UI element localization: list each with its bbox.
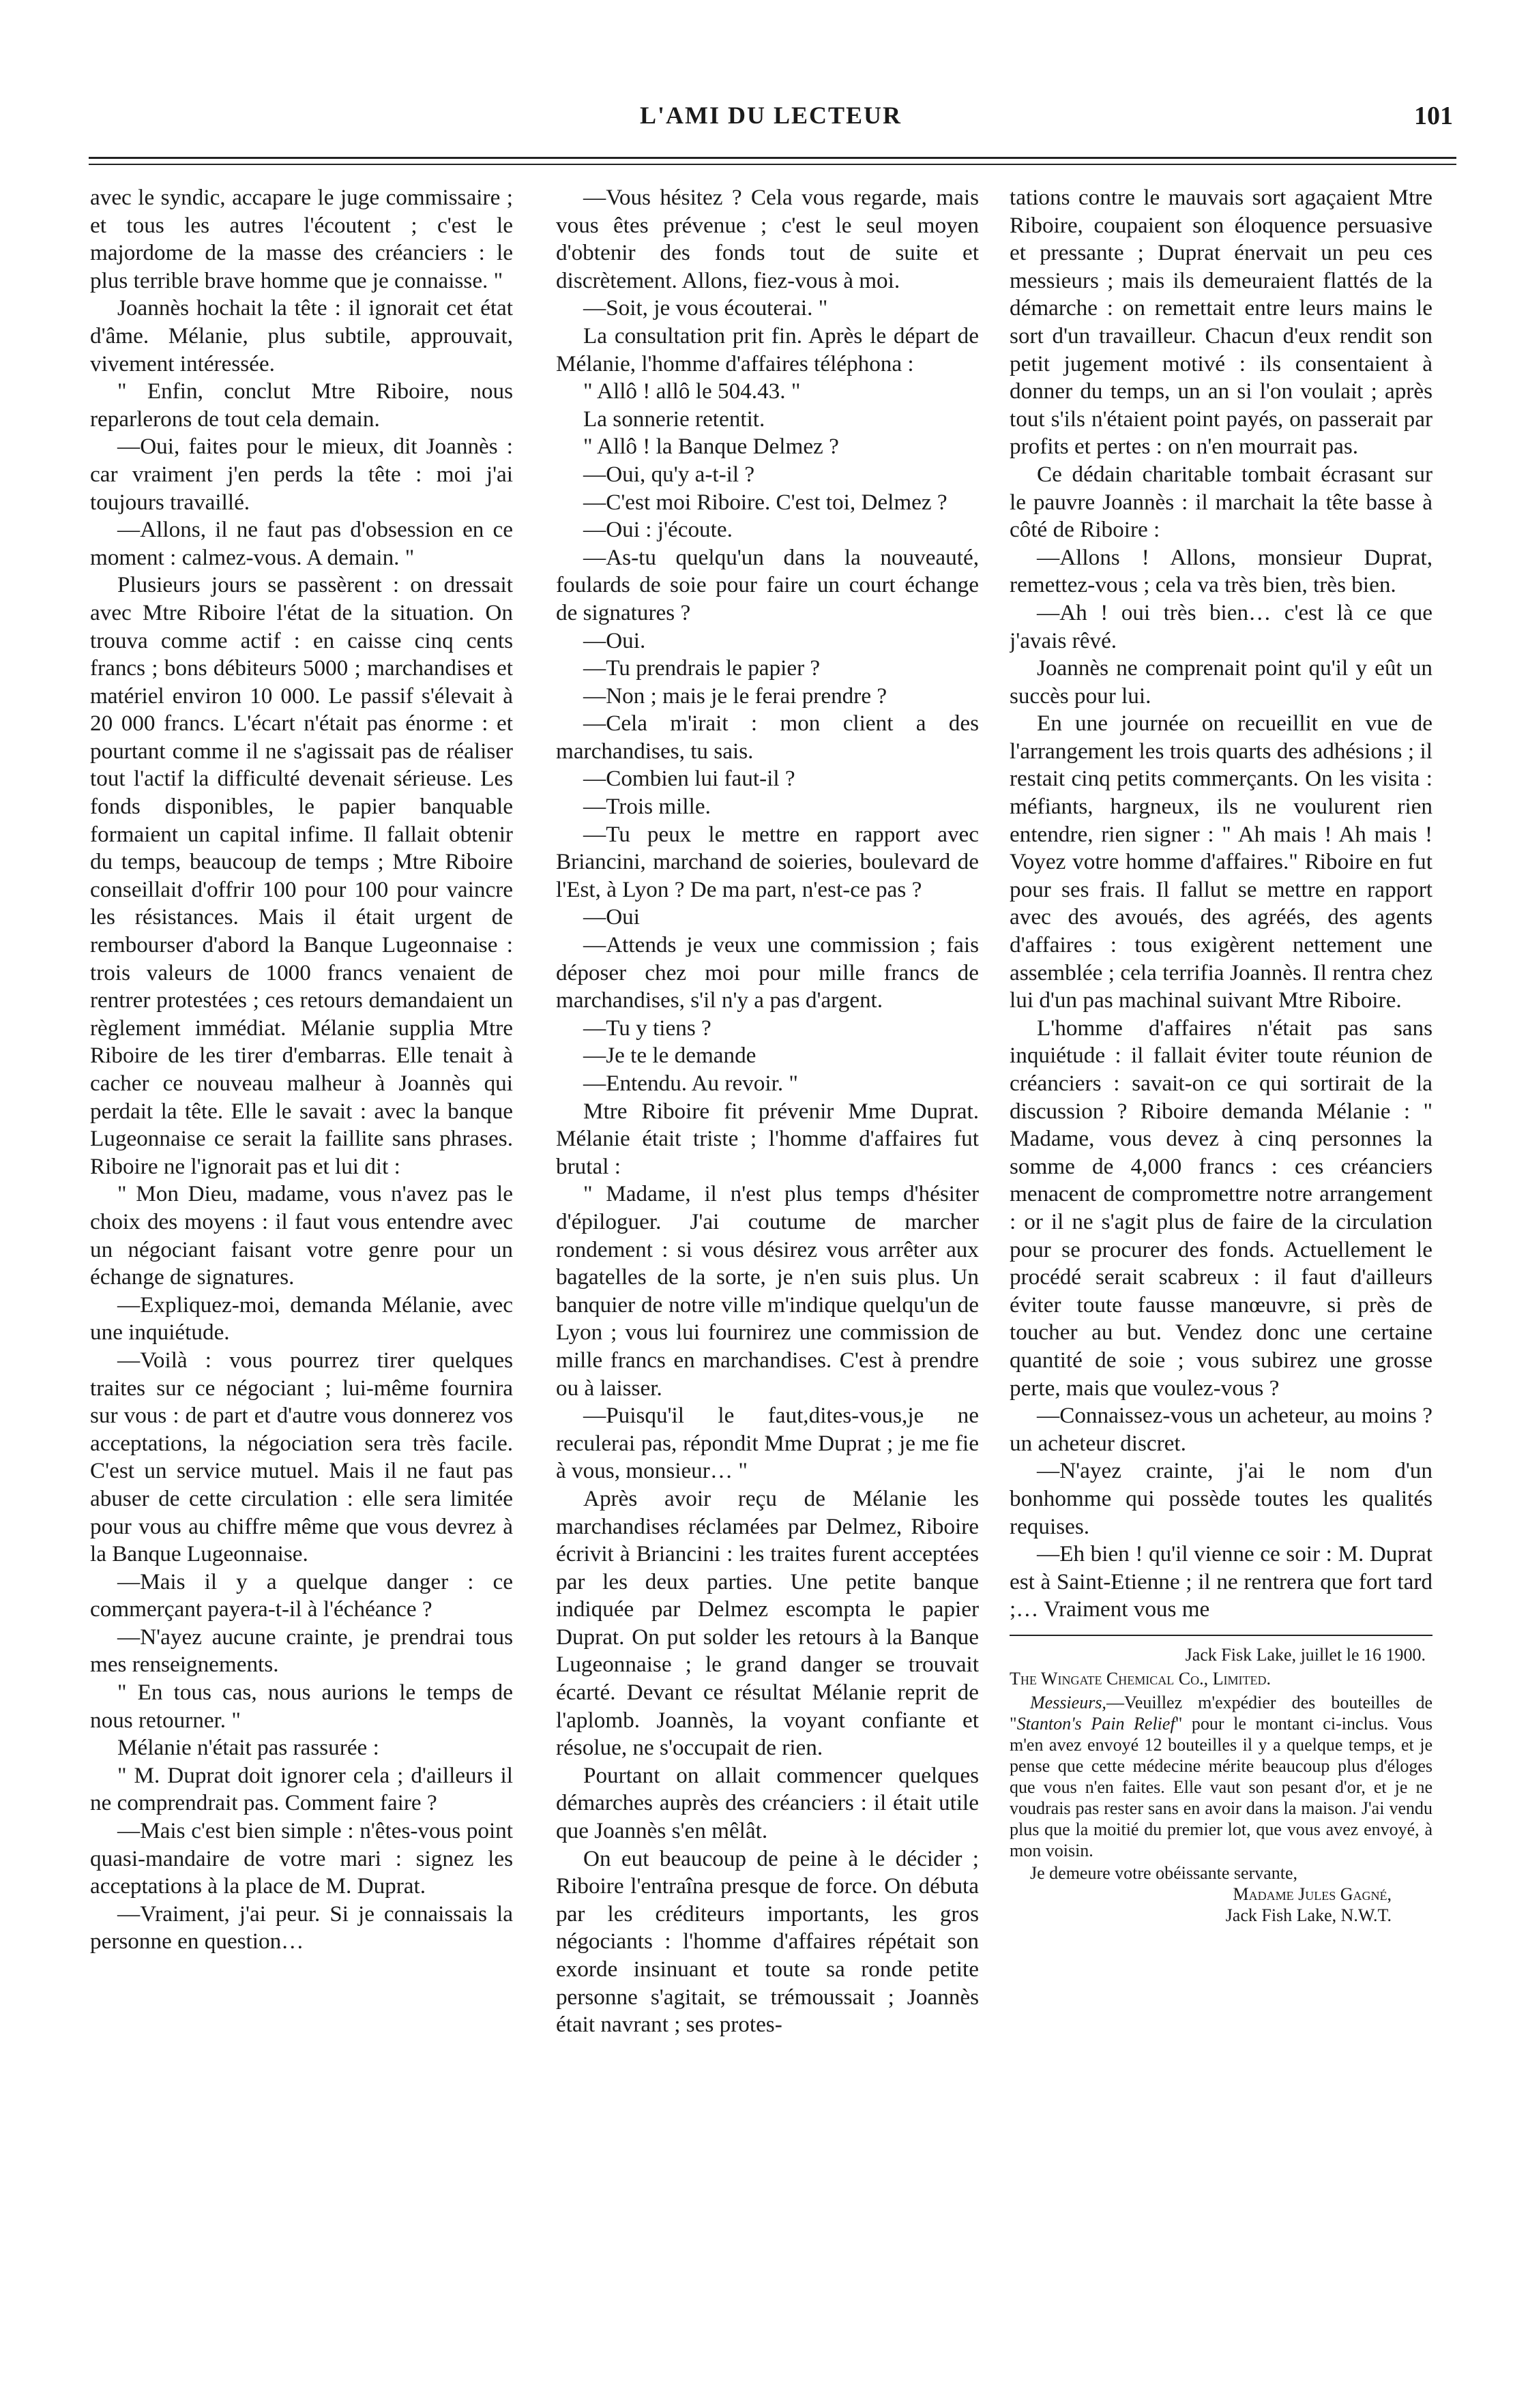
paragraph: —Oui. [583, 627, 646, 653]
header-rule-top [89, 157, 1456, 159]
paragraph: —Expliquez-moi, demanda Mélanie, avec une inquiétude. [90, 1292, 513, 1346]
page-number: 101 [1414, 102, 1453, 130]
paragraph: —Mais il y a quelque danger : ce commerçant payera-t-il à l'échéance ? [90, 1569, 513, 1622]
header-rule-bottom [89, 164, 1456, 165]
paragraph: —Oui, qu'y a-t-il ? [583, 461, 755, 487]
paragraph: —Eh bien ! qu'il vienne ce soir : M. Duprat est à Saint-Etienne ; il ne rentrera que fort tard ;… Vraiment vous me [1010, 1541, 1432, 1622]
paragraph: —As-tu quelqu'un dans la nouveauté, foulards de soie pour faire un court échange de signatures ? [556, 544, 979, 625]
letter-body-part1: —Veuillez m'expédier des bouteilles de " [1010, 1692, 1432, 1734]
paragraph: " En tous cas, nous aurions le temps de nous retourner. " [90, 1680, 513, 1733]
paragraph: Mélanie n'était pas rassurée : [117, 1735, 379, 1761]
paragraph: —Ah ! oui très bien… c'est là ce que j'avais rêvé. [1010, 599, 1432, 653]
paragraph: Pourtant on allait commencer quelques démarches auprès des créanciers : il était utile que Joannès s'en mêlât. [556, 1762, 979, 1844]
paragraph: —Oui [583, 904, 640, 930]
testimonial-letter [1010, 1644, 1432, 1926]
paragraph: —Allons, il ne faut pas d'obsession en ce moment : calmez-vous. A demain. " [90, 517, 513, 570]
product-name: Stanton's Pain Relief [1016, 1713, 1175, 1734]
paragraph: La sonnerie retentit. [583, 406, 765, 432]
paragraph: Mtre Riboire fit prévenir Mme Duprat. Mélanie était triste ; l'homme d'affaires fut brutal : [556, 1098, 979, 1179]
paragraph: —Voilà : vous pourrez tirer quelques traites sur ce négociant ; lui-même fournira sur vous : de part et d'autre vous donnerez vos acceptations, la négociation sera très facile. C'est un service mutuel. Mais il ne faut pas abuser de cette circulation : elle sera limitée pour vous au chiffre même que vous devrez à la Banque Lugeonnaise. [90, 1347, 513, 1567]
paragraph: On eut beaucoup de peine à le décider ; Riboire l'entraîna presque de force. On débuta par les créditeurs importants, les gros négociants : l'homme d'affaires répétait son exorde insinuant et toute sa ronde petite personne s'agitait, se trémoussait ; Joannès était navrant ; ses protes- [556, 1845, 979, 2038]
letter-divider [1010, 1635, 1432, 1636]
paragraph: L'homme d'affaires n'était pas sans inquiétude : il fallait éviter toute réunion de créanciers : savait-on ce qui sortirait de la discussion ? Riboire demanda Mélanie : " Madame, vous devez à cinq personnes la somme de 4,000 francs : ces créanciers menacent de compromettre notre arrangement : or il ne s'agit plus de faire de la circulation pour se procurer des fonds. Actuellement le procédé serait scabreux : il faut d'ailleurs éviter toute fausse manœuvre, si près de toucher au but. Vendez donc une certaine quantité de soie ; vous subirez une grosse perte, mais que voulez-vous ? [1010, 1015, 1432, 1401]
paragraph: Plusieurs jours se passèrent : on dressait avec Mtre Riboire l'état de la situation. On trouva comme actif : en caisse cinq cents francs ; bons débiteurs 5000 ; marchandises et matériel environ 10 000. Le passif s'élevait à 20 000 francs. L'écart n'était pas énorme : et pourtant comme il ne s'agissait pas de réaliser tout l'actif la difficulté devenait sérieuse. Les fonds disponibles, le papier banquable formaient un capital infime. Il fallait obtenir du temps, beaucoup de temps ; Mtre Riboire conseillait d'offrir 100 pour 100 pour vaincre les résistances. Mais il était urgent de rembourser d'abord la Banque Lugeonnaise : trois valeurs de 1000 francs venaient de rentrer protestées ; ces retours demandaient un règlement immédiat. Mélanie supplia Mtre Riboire de les tirer d'embarras. Elle tenait à cacher ce nouveau malheur à Joannès qui perdait la tête. Elle le savait : avec la banque Lugeonnaise ce serait la faillite sans phrases. Riboire ne l'ignorait pas et lui dit : [90, 572, 513, 1179]
paragraph: —Je te le demande [583, 1043, 756, 1069]
paragraph: —Oui, faites pour le mieux, dit Joannès : car vraiment j'en perds la tête : moi j'ai toujours travaillé. [90, 434, 513, 515]
paragraph: —Oui : j'écoute. [583, 517, 733, 543]
paragraph: —Mais c'est bien simple : n'êtes-vous point quasi-mandaire de votre mari : signez les acceptations à la place de M. Duprat. [90, 1818, 513, 1899]
paragraph: Après avoir reçu de Mélanie les marchandises réclamées par Delmez, Riboire écrivit à Briancini : les traites furent acceptées par les deux parties. Une petite banque indiquée par Delmez escompta le papier Duprat. On put solder les retours à la Banque Lugeonnaise ; le grand danger se trouvait écarté. Devant ce résultat Mélanie reprit de l'aplomb. Joannès, la voyant confiante et résolue, ne s'occupait de rien. [556, 1485, 979, 1761]
paragraph: tations contre le mauvais sort agaçaient Mtre Riboire, coupaient son éloquence persuasive et pressante ; Duprat énervait un peu ces messieurs ; mais ils demeuraient flattés de la démarche : on remettait entre leurs mains le sort d'un travailleur. Chacun d'eux rendit son petit jugement motivé : ils consentaient à donner du temps, un an si l'on voulait ; après tout s'ils n'étaient point payés, on passerait par profits et pertes : on n'en mourrait pas. [1010, 185, 1432, 460]
paragraph: —N'ayez aucune crainte, je prendrai tous mes renseignements. [90, 1624, 513, 1678]
paragraph: —Allons ! Allons, monsieur Duprat, remettez-vous ; cela va très bien, très bien. [1010, 544, 1432, 598]
letter-signature [1010, 1884, 1432, 1905]
text-column-1 [90, 184, 513, 2380]
paragraph: Joannès ne comprenait point qu'il y eût un succès pour lui. [1010, 655, 1432, 709]
text-column-2 [556, 184, 979, 2380]
paragraph: " Enfin, conclut Mtre Riboire, nous reparlerons de tout cela demain. [90, 378, 513, 432]
paragraph: —Attends je veux une commission ; fais déposer chez moi pour mille francs de marchandises, s'il n'y a pas d'argent. [556, 932, 979, 1013]
paragraph: —Trois mille. [583, 794, 711, 820]
paragraph: " M. Duprat doit ignorer cela ; d'ailleurs il ne comprendrait pas. Comment faire ? [90, 1762, 513, 1816]
paragraph: —Tu y tiens ? [583, 1015, 711, 1041]
letter-salutation: Messieurs, [1030, 1692, 1106, 1712]
text-column-3 [1010, 184, 1432, 2380]
signature-name: Madame Jules Gagné, [1233, 1884, 1392, 1904]
letter-closing: Je demeure votre obéissante servante, [1030, 1862, 1298, 1883]
company-name: The Wingate Chemical Co., Limited. [1010, 1668, 1271, 1689]
journal-title: L'AMI DU LECTEUR [639, 102, 902, 129]
paragraph: —N'ayez crainte, j'ai le nom d'un bonhomme qui possède toutes les qualités requises. [1010, 1458, 1432, 1539]
paragraph: —C'est moi Riboire. C'est toi, Delmez ? [583, 489, 947, 515]
paragraph: " Mon Dieu, madame, vous n'avez pas le choix des moyens : il faut vous entendre avec un négociant faisant votre genre pour un échange de signatures. [90, 1181, 513, 1290]
paragraph: —Puisqu'il le faut,dites-vous,je ne reculerai pas, répondit Mme Duprat ; je me fie à vous, monsieur… " [556, 1403, 979, 1484]
letter-body [1010, 1692, 1432, 1861]
letter-dateline: Jack Fisk Lake, juillet le 16 1900. [1185, 1644, 1426, 1665]
paragraph: En une journée on recueillit en vue de l'arrangement les trois quarts des adhésions ; il restait cinq petits commerçants. On les visita : méfiants, hargneux, ils ne voulurent rien entendre, rien signer : " Ah mais ! Ah mais ! Voyez votre homme d'affaires." Riboire en fut pour ses frais. Il fallut se mettre en rapport avec des avoués, des agréés, des agents d'affaires : tous exigèrent nettement une assemblée ; cela terrifia Joannès. Il rentra chez lui d'un pas machinal suivant Mtre Riboire. [1010, 711, 1432, 1013]
paragraph: " Allô ! allô le 504.43. " [583, 378, 801, 404]
paragraph: —Soit, je vous écouterai. " [583, 295, 828, 321]
letter-company [1010, 1668, 1432, 1689]
paragraph: —Connaissez-vous un acheteur, au moins ? un acheteur discret. [1010, 1403, 1432, 1456]
letter-body-part2: " pour le montant ci-inclus. Vous m'en avez envoyé 12 bouteilles il y a quelque temps, et je pense que cette médecine mérite beaucoup plus d'éloges que vous n'en faites. Elle vaut son pesant d'or, et je ne voudrais pas rester sans en avoir dans la maison. J'ai vendu plus que la moitié du premier lot, que vous avez envoyé, à mon voisin. [1010, 1713, 1432, 1860]
paragraph: Ce dédain charitable tombait écrasant sur le pauvre Joannès : il marchait la tête basse à côté de Riboire : [1010, 461, 1432, 543]
paragraph: Joannès hochait la tête : il ignorait cet état d'âme. Mélanie, plus subtile, approuvait, vivement intéressée. [90, 295, 513, 376]
paragraph: —Vous hésitez ? Cela vous regarde, mais vous êtes prévenue ; c'est le seul moyen d'obtenir des fonds tout de suite et discrètement. Allons, fiez-vous à moi. [556, 185, 979, 293]
paragraph: —Cela m'irait : mon client a des marchandises, tu sais. [556, 711, 979, 764]
paragraph: —Non ; mais je le ferai prendre ? [583, 683, 887, 709]
paragraph: —Entendu. Au revoir. " [583, 1071, 798, 1096]
page-header [89, 101, 1453, 142]
paragraph: —Tu peux le mettre en rapport avec Briancini, marchand de soieries, boulevard de l'Est, à Lyon ? De ma part, n'est-ce pas ? [556, 821, 979, 902]
paragraph: —Combien lui faut-il ? [583, 766, 795, 792]
paragraph: avec le syndic, accapare le juge commissaire ; et tous les autres l'écoutent ; c'est le majordome de la masse des créanciers : le plus terrible brave homme que je connaisse. " [90, 185, 513, 293]
paragraph: " Madame, il n'est plus temps d'hésiter d'épiloguer. J'ai coutume de marcher rondement : si vous désirez vous arrêter aux bagatelles de la sorte, je n'en suis plus. Un banquier de notre ville m'indique quelqu'un de Lyon ; vous lui fournirez une commission de mille francs en marchandises. C'est à prendre ou à laisser. [556, 1181, 979, 1401]
paragraph: La consultation prit fin. Après le départ de Mélanie, l'homme d'affaires téléphona : [556, 323, 979, 376]
paragraph: —Tu prendrais le papier ? [583, 655, 821, 681]
paragraph: —Vraiment, j'ai peur. Si je connaissais la personne en question… [90, 1901, 513, 1954]
letter-address: Jack Fish Lake, N.W.T. [1225, 1905, 1392, 1925]
paragraph: " Allô ! la Banque Delmez ? [583, 434, 839, 460]
